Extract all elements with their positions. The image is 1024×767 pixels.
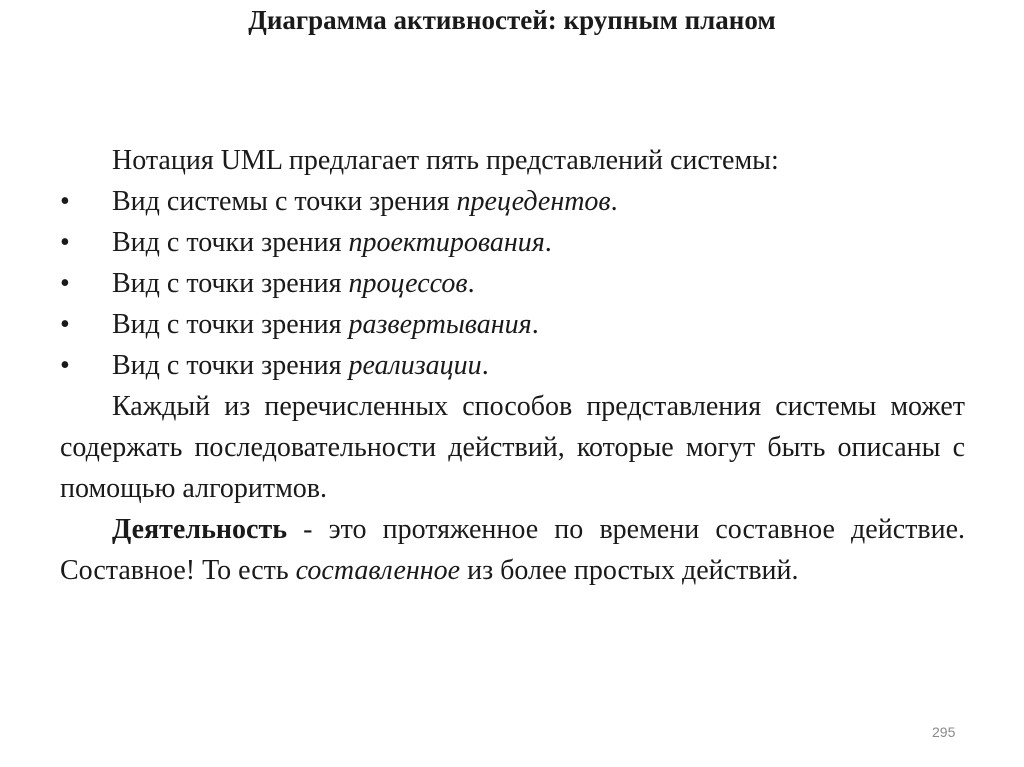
list-item-emphasis: прецедентов: [456, 186, 611, 217]
list-item: [60, 304, 965, 345]
list-item-suffix: .: [467, 268, 475, 299]
bullet-icon: •: [60, 268, 70, 299]
list-item-suffix: .: [531, 309, 539, 340]
list-item-emphasis: реализации: [348, 350, 482, 381]
list-item-suffix: .: [544, 227, 552, 258]
slide-title: Диаграмма активностей: крупным планом: [248, 5, 776, 35]
bullet-icon: •: [60, 186, 70, 217]
list-item-emphasis: проектирования: [348, 227, 545, 258]
list-item: [60, 263, 965, 304]
list-item-text: Вид с точки зрения: [112, 350, 349, 381]
list-item-text: Вид системы с точки зрения: [112, 186, 457, 217]
definition-paragraph: [60, 509, 965, 591]
intro-paragraph: Нотация UML предлагает пять представлений системы:: [112, 145, 779, 176]
sequences-paragraph: Каждый из перечисленных способов представления системы может содержать последовательности действий, которые могут быть описаны с помощью алгоритмов.: [60, 391, 965, 504]
definition-text: - это протяженное по времени составное действие. Составное! То есть: [60, 514, 965, 586]
list-item-emphasis: развертывания: [348, 309, 532, 340]
list-item-text: Вид с точки зрения: [112, 227, 349, 258]
list-item: [60, 181, 965, 222]
bullet-icon: •: [60, 309, 70, 340]
views-list: [60, 181, 965, 386]
definition-emphasis: составленное: [295, 555, 461, 586]
list-item: [60, 345, 965, 386]
list-item: [60, 222, 965, 263]
bullet-icon: •: [60, 350, 70, 381]
list-item-text: Вид с точки зрения: [112, 268, 349, 299]
list-item-suffix: .: [610, 186, 618, 217]
list-item-suffix: .: [481, 350, 489, 381]
page-number: 295: [932, 724, 956, 740]
definition-term: Деятельность: [112, 514, 287, 545]
bullet-icon: •: [60, 227, 70, 258]
definition-text-end: из более простых действий.: [460, 555, 799, 586]
list-item-text: Вид с точки зрения: [112, 309, 349, 340]
slide-body: [60, 140, 965, 591]
list-item-emphasis: процессов: [348, 268, 468, 299]
